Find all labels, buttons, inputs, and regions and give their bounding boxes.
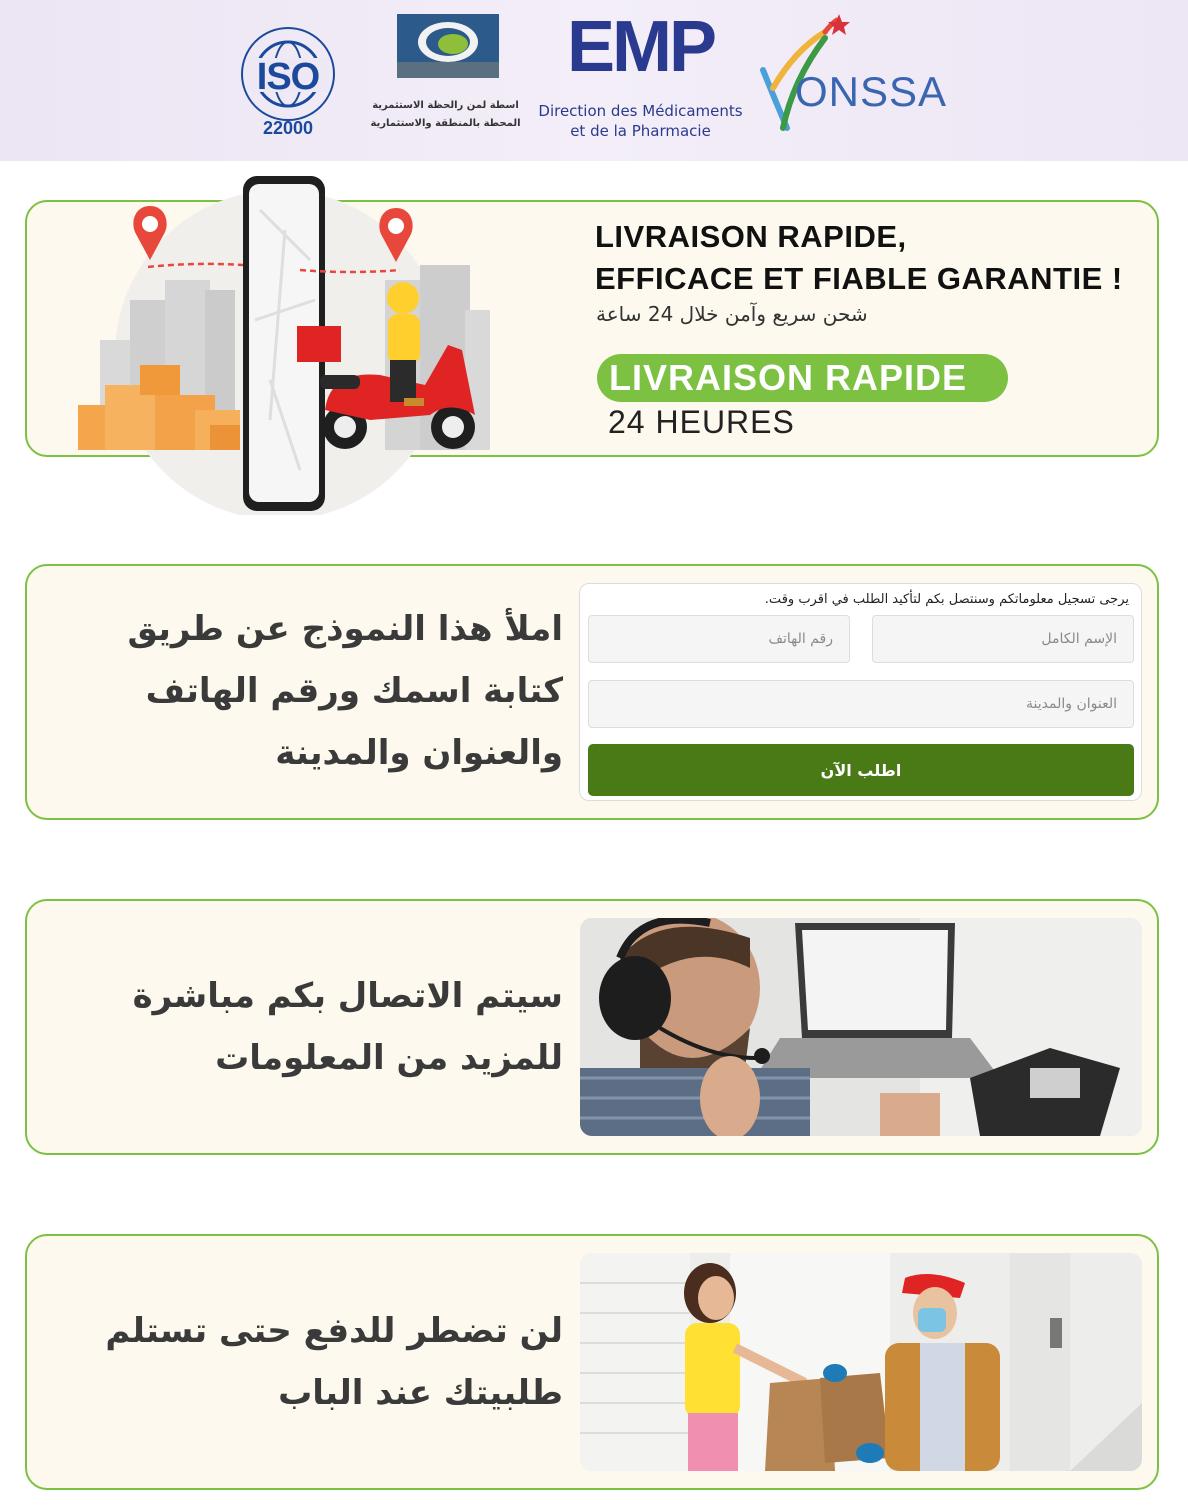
form-headline-line2: كتابة اسمك ورقم الهاتف [145, 671, 563, 711]
fast-delivery-badge: LIVRAISON RAPIDE [597, 354, 1008, 402]
address-city-input[interactable] [588, 680, 1134, 728]
contact-headline-line1: سيتم الاتصال بكم مباشرة [132, 976, 563, 1016]
iso-logo [225, 22, 351, 142]
dmp-line1: Direction des Médicaments [538, 102, 743, 120]
form-headline [60, 598, 563, 784]
onssa-logo [755, 10, 970, 140]
iso-number: 22000 [262, 118, 314, 138]
doorstep-delivery-photo [580, 1253, 1142, 1471]
hero-subtitle: شحن سريع وآمن خلال 24 ساعة [596, 302, 868, 326]
dmp-logo [533, 7, 748, 142]
phone-input[interactable] [588, 615, 850, 663]
hero-title-line1: LIVRAISON RAPIDE, [595, 219, 907, 254]
order-now-button[interactable]: اطلب الآن [588, 744, 1134, 796]
payment-headline-line1: لن تضطر للدفع حتى تستلم [105, 1311, 563, 1351]
onssa-mark: ONSSA [795, 68, 948, 115]
dmp-mark: EMP [566, 7, 715, 87]
hero-title [595, 216, 1155, 300]
contact-headline-line2: للمزيد من المعلومات [215, 1038, 563, 1078]
payment-headline-line2: طلبيتك عند الباب [278, 1373, 563, 1413]
payment-headline [60, 1300, 563, 1424]
delivery-hours: 24 HEURES [608, 404, 795, 440]
form-headline-line1: املأ هذا النموذج عن طريق [127, 609, 563, 649]
form-note: يرجى تسجيل معلوماتكم وسنتصل بكم لتأكيد الطلب في اقرب وقت. [764, 592, 1129, 607]
call-center-photo [580, 918, 1142, 1136]
logo-banner [0, 0, 1188, 161]
ministry-caption-1: اسطة لمن رالحظة الاستثمرية [372, 100, 519, 111]
contact-headline [60, 965, 563, 1089]
dmp-line2: et de la Pharmacie [570, 122, 711, 140]
delivery-illustration [70, 170, 500, 515]
full-name-input[interactable] [872, 615, 1134, 663]
hero-title-line2: EFFICACE ET FIABLE GARANTIE ! [595, 261, 1123, 296]
ministry-logo [363, 14, 528, 144]
iso-mark: ISO [256, 56, 320, 98]
order-form [579, 583, 1142, 801]
ministry-caption-2: المحطة بالمنطقة والاستثمارية [370, 118, 521, 129]
form-headline-line3: والعنوان والمدينة [275, 733, 563, 773]
